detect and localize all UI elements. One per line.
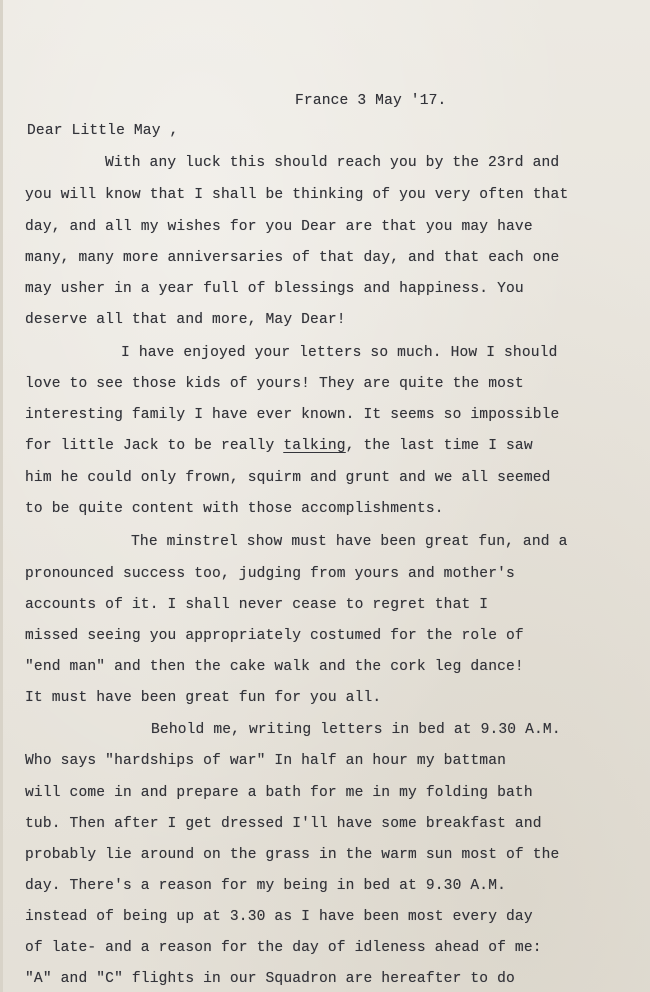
body-line: pronounced success too, judging from yours and mother's bbox=[25, 566, 515, 582]
body-line: "end man" and then the cake walk and the cork leg dance! bbox=[25, 659, 524, 675]
body-line: With any luck this should reach you by the 23rd and bbox=[105, 155, 560, 171]
body-line: It must have been great fun for you all. bbox=[25, 690, 382, 706]
body-line: of late- and a reason for the day of idleness ahead of me: bbox=[25, 940, 542, 956]
body-line: instead of being up at 3.30 as I have been most every day bbox=[25, 909, 533, 925]
body-line: day, and all my wishes for you Dear are that you may have bbox=[25, 219, 533, 235]
body-line: day. There's a reason for my being in bed at 9.30 A.M. bbox=[25, 878, 507, 894]
body-line: probably lie around on the grass in the warm sun most of the bbox=[25, 847, 560, 863]
body-line: Behold me, writing letters in bed at 9.30 A.M. bbox=[151, 722, 561, 738]
dateline: France 3 May '17. bbox=[295, 93, 447, 109]
body-line: love to see those kids of yours! They are quite the most bbox=[25, 376, 524, 392]
body-line-head: for little Jack to be really bbox=[25, 438, 284, 454]
body-line bbox=[25, 437, 533, 455]
body-line: The minstrel show must have been great fun, and a bbox=[131, 534, 568, 550]
body-line: interesting family I have ever known. It seems so impossible bbox=[25, 407, 560, 423]
body-line: deserve all that and more, May Dear! bbox=[25, 312, 346, 328]
body-line: will come in and prepare a bath for me in my folding bath bbox=[25, 785, 533, 801]
body-line-tail: , the last time I saw bbox=[345, 438, 533, 454]
body-line: Who says "hardships of war" In half an hour my battman bbox=[25, 753, 507, 769]
body-line: him he could only frown, squirm and grunt and we all seemed bbox=[25, 470, 551, 486]
body-line: to be quite content with those accomplishments. bbox=[25, 501, 444, 517]
body-line: missed seeing you appropriately costumed for the role of bbox=[25, 628, 524, 644]
body-line: accounts of it. I shall never cease to regret that I bbox=[25, 597, 489, 613]
body-line: tub. Then after I get dressed I'll have some breakfast and bbox=[25, 816, 542, 832]
body-line: many, many more anniversaries of that day, and that each one bbox=[25, 250, 560, 266]
body-line: "A" and "C" flights in our Squadron are hereafter to do bbox=[25, 971, 515, 987]
body-line: I have enjoyed your letters so much. How I should bbox=[121, 345, 558, 361]
salutation: Dear Little May , bbox=[27, 123, 179, 139]
body-line: may usher in a year full of blessings and happiness. You bbox=[25, 281, 524, 297]
body-line: you will know that I shall be thinking of you very often that bbox=[25, 187, 569, 203]
underlined-word: talking bbox=[283, 438, 346, 454]
